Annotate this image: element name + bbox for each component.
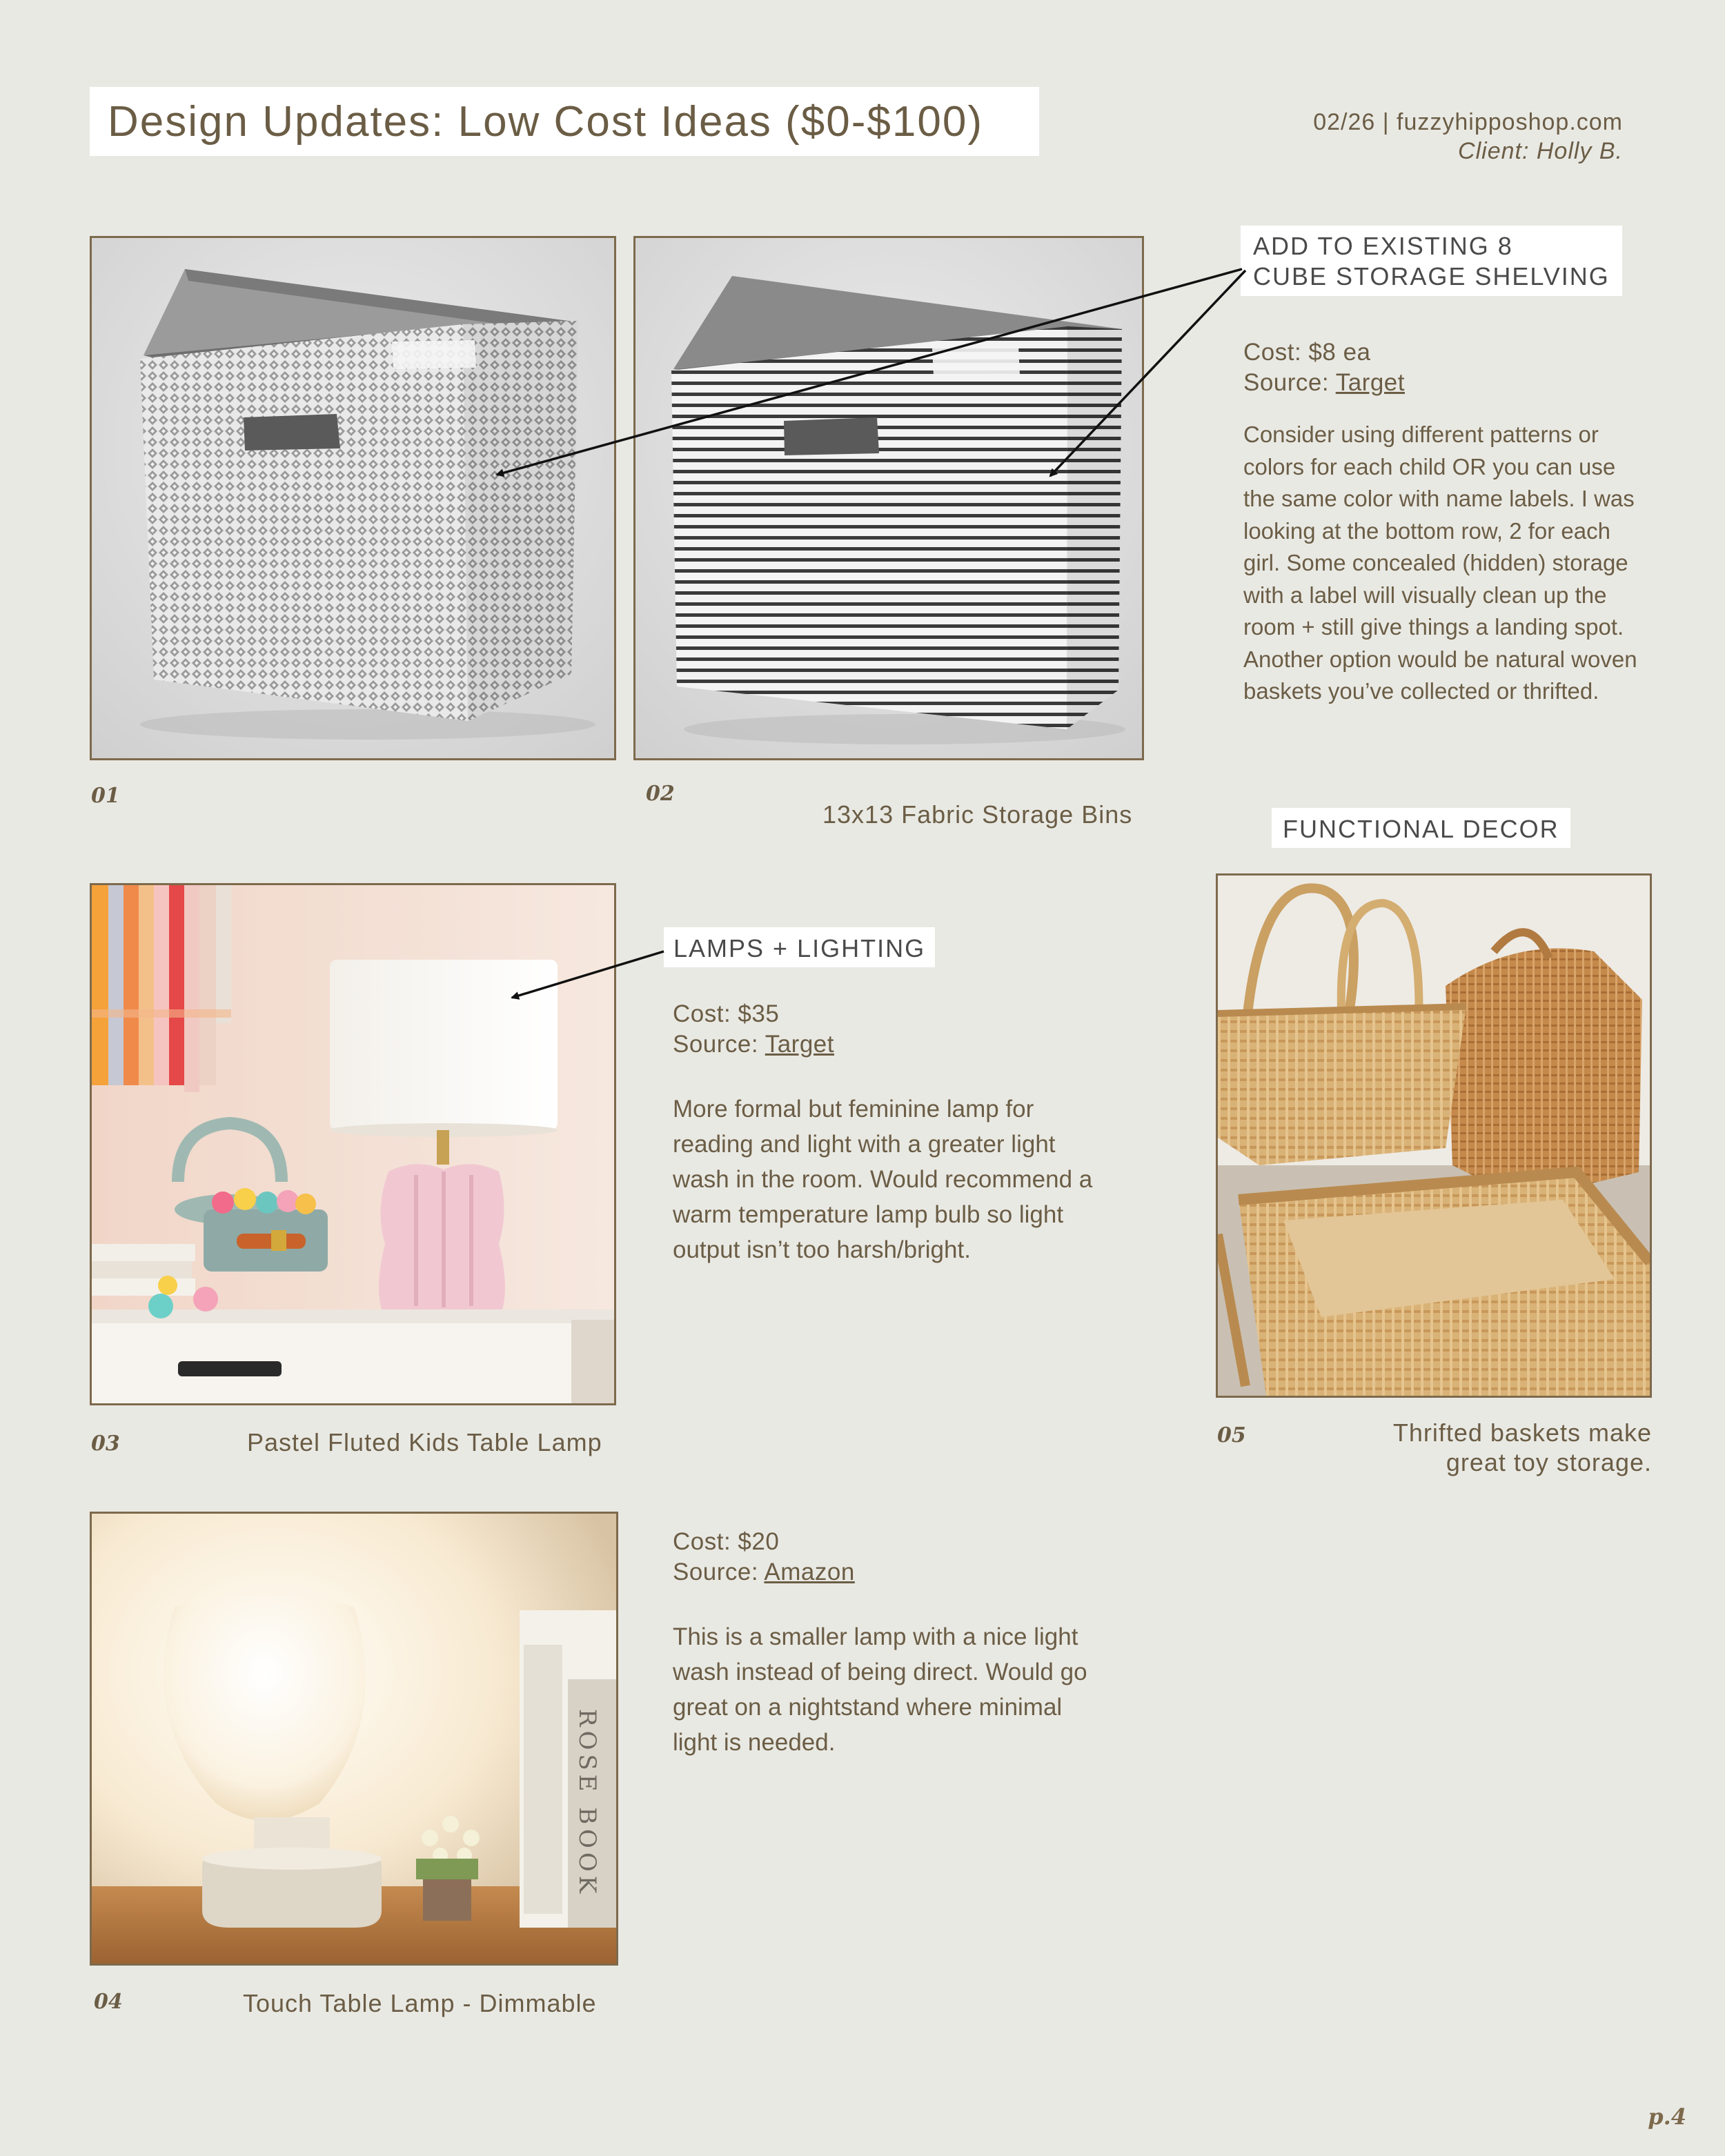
storage-source-link[interactable]: Target <box>1335 369 1405 396</box>
item-number-03: 03 <box>91 1432 120 1456</box>
arrow-to-bin-01 <box>497 269 1242 475</box>
lamp-desc-line: More formal but feminine lamp for <box>673 1096 1034 1122</box>
lamp-cost: Cost: $35 <box>673 1000 780 1027</box>
item-number-05: 05 <box>1217 1423 1246 1447</box>
lamp-desc-line: warm temperature lamp bulb so light <box>673 1201 1064 1228</box>
item-number-01: 01 <box>91 784 120 808</box>
caption-pastel-lamp: Pastel Fluted Kids Table Lamp <box>247 1428 602 1456</box>
lamp-source-link[interactable]: Target <box>765 1031 834 1058</box>
storage-desc-line: Consider using different patterns or <box>1243 422 1599 447</box>
storage-desc-line: room + still give things a landing spot. <box>1243 614 1624 640</box>
storage-desc-line: baskets you’ve collected or thrifted. <box>1243 678 1599 704</box>
date-site: 02/26 | fuzzyhipposhop.com <box>1313 109 1623 135</box>
caption-storage-bins: 13x13 Fabric Storage Bins <box>822 800 1133 829</box>
lamp-label: LAMPS + LIGHTING <box>664 927 935 967</box>
arrow-to-lamp <box>512 951 664 998</box>
caption-touch-lamp: Touch Table Lamp - Dimmable <box>243 1989 597 2017</box>
touch-lamp-source-link[interactable]: Amazon <box>764 1559 855 1585</box>
storage-desc-line: Another option would be natural woven <box>1243 646 1637 672</box>
storage-label-line2: CUBE STORAGE SHELVING <box>1253 262 1610 290</box>
page-title: Design Updates: Low Cost Ideas ($0-$100) <box>108 97 983 146</box>
storage-source-prefix: Source: <box>1243 369 1336 396</box>
storage-desc-line: colors for each child OR you can use <box>1243 453 1616 479</box>
touch-lamp-desc-line: light is needed. <box>673 1729 836 1756</box>
touch-lamp-desc-line: great on a nightstand where minimal <box>673 1694 1063 1721</box>
storage-desc-line: the same color with name labels. I was <box>1243 486 1635 511</box>
lamp-desc-line: reading and light with a greater light <box>673 1131 1056 1158</box>
book-spine-text: ROSE BOOK <box>573 1709 601 1898</box>
storage-desc-line: with a label will visually clean up the <box>1243 582 1607 608</box>
touch-lamp-desc-line: wash instead of being direct. Would go <box>673 1659 1087 1685</box>
caption-baskets-line1: Thrifted baskets make <box>1392 1418 1652 1447</box>
lamp-desc-line: output isn’t too harsh/bright. <box>673 1236 971 1263</box>
touch-lamp-desc-line: This is a smaller lamp with a nice light <box>673 1623 1078 1650</box>
arrow-to-bin-02 <box>1050 270 1245 476</box>
storage-desc-line: girl. Some concealed (hidden) storage <box>1243 550 1628 575</box>
storage-label-line1: ADD TO EXISTING 8 <box>1253 232 1513 260</box>
client-name: Client: Holly B. <box>1458 138 1623 164</box>
touch-lamp-source-prefix: Source: <box>673 1559 765 1585</box>
caption-baskets-line2: great toy storage. <box>1446 1448 1652 1476</box>
decor-label: FUNCTIONAL DECOR <box>1272 808 1570 848</box>
touch-lamp-cost: Cost: $20 <box>673 1528 780 1555</box>
lamp-desc-line: wash in the room. Would recommend a <box>673 1166 1093 1193</box>
storage-cost: Cost: $8 ea <box>1243 339 1371 366</box>
page-number: p.4 <box>1648 2104 1686 2130</box>
lamp-source-prefix: Source: <box>673 1031 765 1058</box>
item-number-02: 02 <box>646 782 675 806</box>
storage-desc-line: looking at the bottom row, 2 for each <box>1243 517 1610 544</box>
item-number-04: 04 <box>94 1990 123 2014</box>
